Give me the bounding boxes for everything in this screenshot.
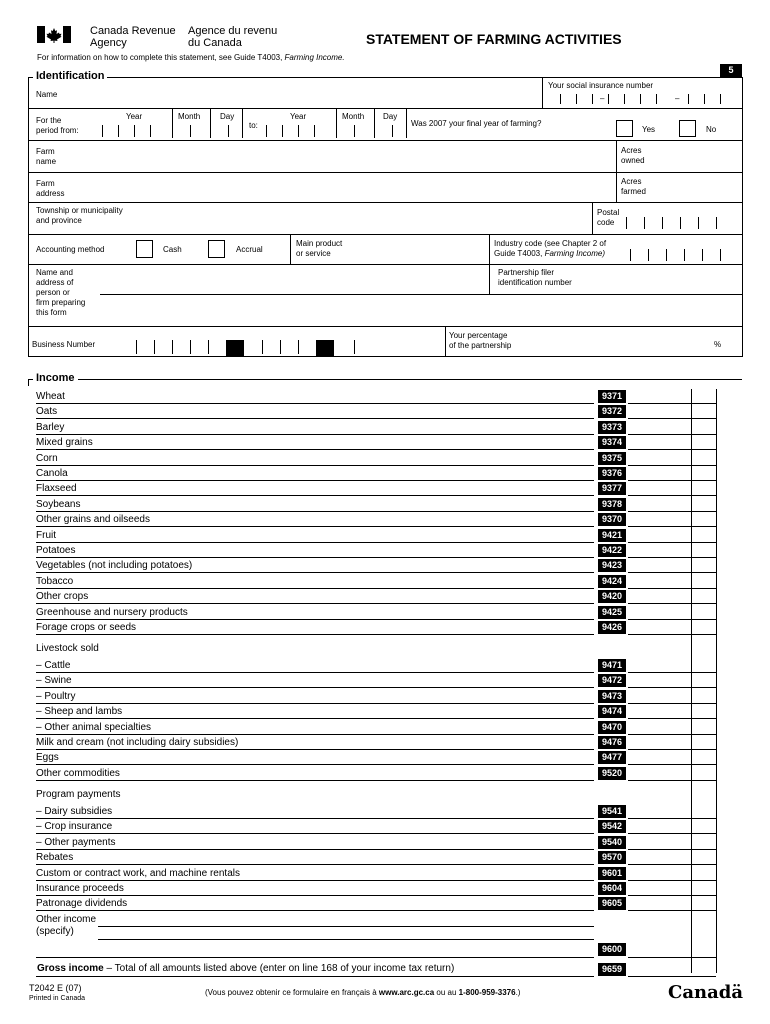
period-from-month-label: Month	[178, 112, 201, 121]
income-line-code: 9605	[598, 897, 626, 910]
income-row-label: Patronage dividends	[36, 898, 128, 909]
no-label: No	[706, 125, 717, 134]
income-line-code: 9372	[598, 405, 626, 418]
income-line-code: 9423	[598, 559, 626, 572]
main-product-field[interactable]	[340, 236, 486, 262]
income-amount-field[interactable]	[628, 851, 716, 864]
income-line-code: 9520	[598, 767, 626, 780]
acres-owned-label: Acres owned	[621, 146, 645, 165]
income-amount-field[interactable]	[628, 421, 716, 434]
income-amount-field[interactable]	[628, 721, 716, 734]
income-amount-field[interactable]	[628, 436, 716, 449]
income-line-code: 9541	[598, 805, 626, 818]
sin-field[interactable]: – –	[558, 92, 728, 106]
final-year-yes-checkbox[interactable]	[616, 120, 633, 137]
income-line-code: 9542	[598, 820, 626, 833]
income-line-code: 9472	[598, 674, 626, 687]
income-line-code: 9422	[598, 544, 626, 557]
period-from-year-label: Year	[126, 112, 143, 121]
income-row-label: – Other payments	[36, 837, 116, 848]
income-amount-field[interactable]	[628, 867, 716, 880]
french-notice: (Vous pouvez obtenir ce formulaire en français à www.arc.gc.ca ou au 1-800-959-3376.)	[205, 988, 521, 997]
preparer-label: Name and address of person or firm preparing this form	[36, 268, 86, 317]
period-from-day-label: Day	[220, 112, 235, 121]
income-line-code: 9604	[598, 882, 626, 895]
income-amount-field[interactable]	[628, 559, 716, 572]
income-row-label: Mixed grains	[36, 437, 93, 448]
income-amount-field[interactable]	[628, 882, 716, 895]
percent-sign: %	[714, 340, 722, 349]
partnership-percentage-field[interactable]	[540, 330, 710, 352]
other-income-code: 9600	[598, 943, 626, 956]
income-line-code: 9570	[598, 851, 626, 864]
form-title: STATEMENT OF FARMING ACTIVITIES	[366, 31, 622, 47]
income-row-label: Corn	[36, 453, 58, 464]
info-line: For information on how to complete this statement, see Guide T4003, Farming Income.	[37, 53, 345, 62]
income-amount-field[interactable]	[628, 820, 716, 833]
income-row-label: Vegetables (not including potatoes)	[36, 560, 193, 571]
business-number-label: Business Number	[32, 340, 96, 349]
period-to-field[interactable]	[264, 108, 407, 138]
yes-label: Yes	[642, 125, 656, 134]
canada-flag-logo	[37, 26, 71, 43]
income-line-code: 9477	[598, 751, 626, 764]
printed-in-canada: Printed in Canada	[29, 995, 86, 1002]
income-amount-field[interactable]	[628, 659, 716, 672]
acres-owned-field[interactable]	[654, 142, 740, 170]
partnership-percentage-label: Your percentage of the partnership	[449, 331, 512, 350]
income-line-code: 9377	[598, 482, 626, 495]
income-amount-field[interactable]	[628, 467, 716, 480]
income-amount-field[interactable]	[628, 805, 716, 818]
income-row-label: Forage crops or seeds	[36, 622, 137, 633]
gross-income-code: 9659	[598, 963, 626, 976]
income-amount-field[interactable]	[628, 513, 716, 526]
acres-farmed-label: Acres farmed	[621, 177, 646, 196]
farm-name-field[interactable]	[70, 142, 614, 170]
income-line-code: 9476	[598, 736, 626, 749]
income-line-code: 9376	[598, 467, 626, 480]
income-row-label: Tobacco	[36, 576, 74, 587]
income-amount-field[interactable]	[628, 498, 716, 511]
income-row-label: Soybeans	[36, 499, 81, 510]
income-amount-field[interactable]	[628, 590, 716, 603]
gross-income-label: Gross income – Total of all amounts listed above (enter on line 168 of your income tax return)	[37, 963, 455, 974]
main-product-label: Main product or service	[296, 239, 343, 258]
income-line-code: 9374	[598, 436, 626, 449]
income-row-label: – Dairy subsidies	[36, 806, 113, 817]
postal-code-label: Postal code	[597, 208, 620, 227]
other-income-label: Other income (specify)	[36, 914, 97, 937]
income-amount-field[interactable]	[628, 897, 716, 910]
income-line-code: 9474	[598, 705, 626, 718]
income-row-label: Flaxseed	[36, 483, 77, 494]
income-amount-field[interactable]	[628, 606, 716, 619]
income-row-label: Greenhouse and nursery products	[36, 607, 188, 618]
income-amount-field[interactable]	[628, 390, 716, 403]
income-subheading: Livestock sold	[36, 643, 99, 654]
accounting-method-label: Accounting method	[36, 245, 105, 254]
final-year-no-checkbox[interactable]	[679, 120, 696, 137]
name-label: Name	[36, 90, 58, 99]
income-amount-field[interactable]	[628, 405, 716, 418]
income-line-code: 9540	[598, 836, 626, 849]
income-subheading: Program payments	[36, 789, 121, 800]
income-row-label: Barley	[36, 422, 65, 433]
income-line-code: 9426	[598, 621, 626, 634]
income-line-code: 9370	[598, 513, 626, 526]
income-row-label: – Cattle	[36, 660, 71, 671]
income-row-label: – Poultry	[36, 691, 76, 702]
income-row-label: Other crops	[36, 591, 89, 602]
income-row-label: Custom or contract work, and machine rentals	[36, 868, 240, 879]
income-row-label: – Crop insurance	[36, 821, 113, 832]
agency-name-en: Canada Revenue Agency	[90, 25, 176, 49]
final-year-question: Was 2007 your final year of farming?	[411, 119, 542, 128]
income-row-label: Insurance proceeds	[36, 883, 124, 894]
income-row-label: Other grains and oilseeds	[36, 514, 150, 525]
income-row-label: – Other animal specialties	[36, 722, 152, 733]
canada-wordmark: Canadä	[668, 982, 743, 1003]
township-label: Township or municipality and province	[36, 206, 123, 225]
accrual-label: Accrual	[236, 245, 263, 254]
period-to-day-label: Day	[383, 112, 398, 121]
industry-code-label: Industry code (see Chapter 2 of Guide T4003, Farming Income)	[494, 239, 607, 258]
income-line-code: 9375	[598, 452, 626, 465]
income-amount-field[interactable]	[628, 544, 716, 557]
period-from-field[interactable]	[100, 108, 243, 138]
farm-name-label: Farm name	[36, 147, 57, 166]
income-amount-field[interactable]	[628, 690, 716, 703]
preparer-field[interactable]	[100, 266, 486, 324]
income-line-code: 9378	[598, 498, 626, 511]
income-line-code: 9470	[598, 721, 626, 734]
income-line-code: 9420	[598, 590, 626, 603]
period-to-month-label: Month	[342, 112, 365, 121]
income-amount-field[interactable]	[628, 836, 716, 849]
cash-label: Cash	[163, 245, 182, 254]
name-field[interactable]	[60, 84, 540, 108]
income-amount-field[interactable]	[628, 736, 716, 749]
income-line-code: 9373	[598, 421, 626, 434]
township-field[interactable]	[140, 204, 590, 232]
period-to-label: to:	[249, 121, 258, 130]
income-amount-field[interactable]	[628, 767, 716, 780]
income-amount-field[interactable]	[628, 482, 716, 495]
other-income-specify-field[interactable]	[98, 914, 594, 939]
industry-code-field[interactable]	[628, 246, 738, 262]
partnership-filer-label: Partnership filer identification number	[498, 268, 572, 287]
income-heading: Income	[33, 372, 78, 385]
income-row-label: – Sheep and lambs	[36, 706, 123, 717]
income-line-code: 9473	[598, 690, 626, 703]
period-label: For the period from:	[36, 116, 79, 135]
income-line-code: 9424	[598, 575, 626, 588]
page-number-badge: 5	[720, 64, 742, 77]
income-row-label: Rebates	[36, 852, 74, 863]
income-row-label: Milk and cream (not including dairy subsidies)	[36, 737, 239, 748]
income-amount-field[interactable]	[628, 751, 716, 764]
income-row-label: – Swine	[36, 675, 72, 686]
gross-income-amount[interactable]	[628, 963, 716, 977]
income-row-label: Wheat	[36, 391, 65, 402]
income-row-label: Other commodities	[36, 768, 120, 779]
income-row-label: Eggs	[36, 752, 59, 763]
form-id: T2042 E (07)	[29, 983, 82, 993]
farm-address-field[interactable]	[70, 174, 614, 201]
business-number-field[interactable]	[130, 338, 356, 356]
partnership-filer-field[interactable]	[590, 268, 738, 292]
income-row-label: Oats	[36, 406, 58, 417]
income-row-label: Fruit	[36, 530, 56, 541]
income-amount-field[interactable]	[628, 674, 716, 687]
postal-code-field[interactable]	[624, 214, 734, 230]
identification-heading: Identification	[33, 70, 107, 83]
cash-checkbox[interactable]	[136, 240, 153, 258]
sin-label: Your social insurance number	[548, 81, 654, 90]
income-line-code: 9471	[598, 659, 626, 672]
period-to-year-label: Year	[290, 112, 307, 121]
farm-address-label: Farm address	[36, 179, 65, 198]
income-line-code: 9421	[598, 529, 626, 542]
income-line-code: 9425	[598, 606, 626, 619]
income-line-code: 9371	[598, 390, 626, 403]
income-line-code: 9601	[598, 867, 626, 880]
income-amount-field[interactable]	[628, 705, 716, 718]
income-amount-field[interactable]	[628, 529, 716, 542]
income-amount-field[interactable]	[628, 575, 716, 588]
other-income-amount[interactable]	[628, 943, 716, 957]
income-amount-field[interactable]	[628, 621, 716, 634]
accrual-checkbox[interactable]	[208, 240, 225, 258]
income-row-label: Canola	[36, 468, 68, 479]
agency-name-fr: Agence du revenu du Canada	[188, 25, 278, 49]
income-amount-field[interactable]	[628, 452, 716, 465]
income-row-label: Potatoes	[36, 545, 76, 556]
acres-farmed-field[interactable]	[654, 174, 740, 201]
